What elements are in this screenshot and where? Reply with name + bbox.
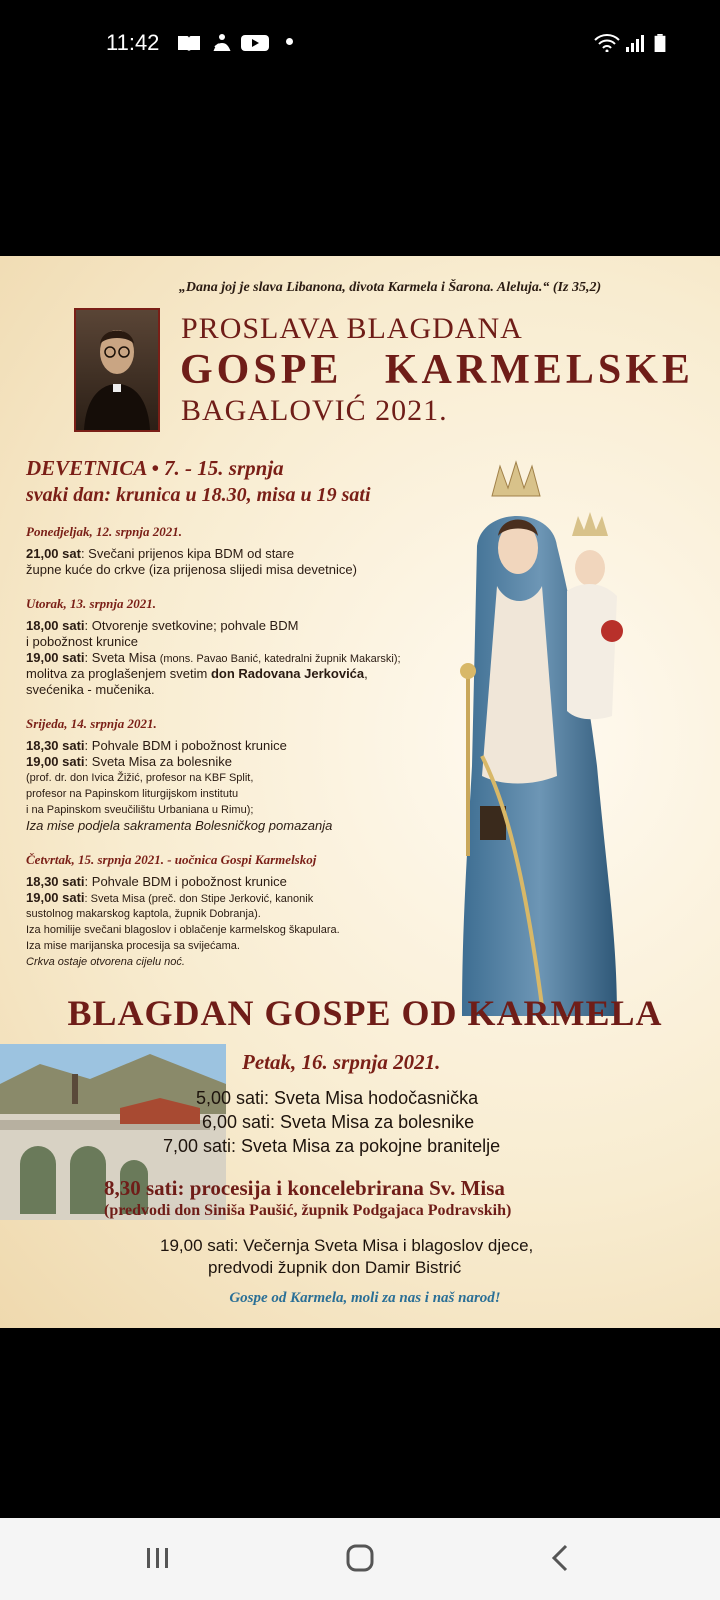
schedule-line: Iza homilije svečani blagoslov i oblačenje karmelskog škapulara. xyxy=(26,924,340,936)
day-date: Srijeda, 14. srpnja 2021. xyxy=(26,716,157,731)
status-time: 11:42 xyxy=(106,30,160,55)
recent-apps-button[interactable] xyxy=(140,1540,176,1576)
day-date: Ponedjeljak, 12. srpnja 2021. xyxy=(26,524,183,539)
feast-mass-line: 5,00 sati: Sveta Misa hodočasnička xyxy=(196,1088,479,1108)
feast-mass-line: 7,00 sati: Sveta Misa za pokojne branitelje xyxy=(163,1136,501,1156)
schedule-line: sustolnog makarskog kaptola, župnik Dobranja). xyxy=(26,908,261,920)
schedule-line: molitva za proglašenjem svetim don Radovana Jerkovića, xyxy=(26,666,368,681)
evening-mass-line-2: predvodi župnik don Damir Bistrić xyxy=(208,1258,462,1277)
schedule-line: 19,00 sati: Sveta Misa (mons. Pavao Banić, katedralni župnik Makarski); xyxy=(26,650,401,665)
notification-dot xyxy=(286,38,293,45)
schedule-line: profesor na Papinskom liturgijskom institutu xyxy=(26,788,239,800)
devetnica-schedule: svaki dan: krunica u 18.30, misa u 19 sati xyxy=(26,484,371,506)
schedule-line: Iza mise podjela sakramenta Bolesničkog pomazanja xyxy=(26,818,333,833)
feast-title: BLAGDAN GOSPE OD KARMELA xyxy=(67,993,663,1033)
schedule-line: 21,00 sat: Svečani prijenos kipa BDM od stare xyxy=(26,546,295,561)
day-date: Četvrtak, 15. srpnja 2021. - uočnica Gospi Karmelskoj xyxy=(26,852,317,867)
back-button[interactable] xyxy=(544,1540,580,1576)
accessibility-icon xyxy=(211,34,233,52)
schedule-line: župne kuće do crkve (iza prijenosa slijedi misa devetnice) xyxy=(26,562,357,577)
schedule-line: 18,30 sati: Pohvale BDM i pobožnost krunice xyxy=(26,874,287,889)
home-button[interactable] xyxy=(342,1540,378,1576)
schedule-line: 18,30 sati: Pohvale BDM i pobožnost krunice xyxy=(26,738,287,753)
bible-quote: „Dana joj je slava Libanona, divota Karmela i Šarona. Aleluja.“ (Iz 35,2) xyxy=(178,280,602,295)
title-line-2: GOSPE KARMELSKE xyxy=(180,347,694,393)
book-icon xyxy=(177,34,201,52)
schedule-line: (prof. dr. don Ivica Žižić, profesor na KBF Split, xyxy=(26,772,254,784)
title-line-1: PROSLAVA BLAGDANA xyxy=(181,312,523,345)
status-bar xyxy=(0,0,720,90)
poster-image[interactable] xyxy=(0,256,720,1328)
devetnica-heading: DEVETNICA • 7. - 15. srpnja xyxy=(26,456,284,480)
procession-line: 8,30 sati: procesija i koncelebrirana Sv. Misa xyxy=(104,1176,505,1200)
schedule-line: Iza mise marijanska procesija sa svijećama. xyxy=(26,940,240,952)
title-line-3: BAGALOVIĆ 2021. xyxy=(181,394,448,427)
schedule-line: Crkva ostaje otvorena cijelu noć. xyxy=(26,956,185,968)
youtube-icon xyxy=(241,34,269,52)
procession-subline: (predvodi don Siniša Paušić, župnik Podgajaca Podravskih) xyxy=(104,1202,512,1219)
schedule-line: i pobožnost krunice xyxy=(26,634,139,649)
signal-icon xyxy=(626,34,646,52)
schedule-line: 18,00 sati: Otvorenje svetkovine; pohvale BDM xyxy=(26,618,299,633)
wifi-icon xyxy=(592,34,622,52)
schedule-line: 19,00 sati: Sveta Misa za bolesnike xyxy=(26,754,232,769)
schedule-line: 19,00 sati: Sveta Misa (preč. don Stipe Jerković, kanonik xyxy=(26,890,314,905)
feast-date: Petak, 16. srpnja 2021. xyxy=(242,1050,441,1074)
feast-mass-line: 6,00 sati: Sveta Misa za bolesnike xyxy=(202,1112,475,1132)
battery-icon xyxy=(654,34,666,52)
madonna-statue-image xyxy=(452,456,652,1016)
schedule-line: i na Papinskom sveučilištu Urbaniana u Rimu); xyxy=(26,804,254,816)
priest-portrait xyxy=(74,308,160,432)
navigation-bar xyxy=(0,1518,720,1600)
schedule-line: svećenika - mučenika. xyxy=(26,682,155,697)
day-date: Utorak, 13. srpnja 2021. xyxy=(26,596,157,611)
evening-mass-line: 19,00 sati: Večernja Sveta Misa i blagoslov djece, xyxy=(160,1236,534,1255)
prayer-line: Gospe od Karmela, moli za nas i naš narod! xyxy=(229,1290,501,1306)
